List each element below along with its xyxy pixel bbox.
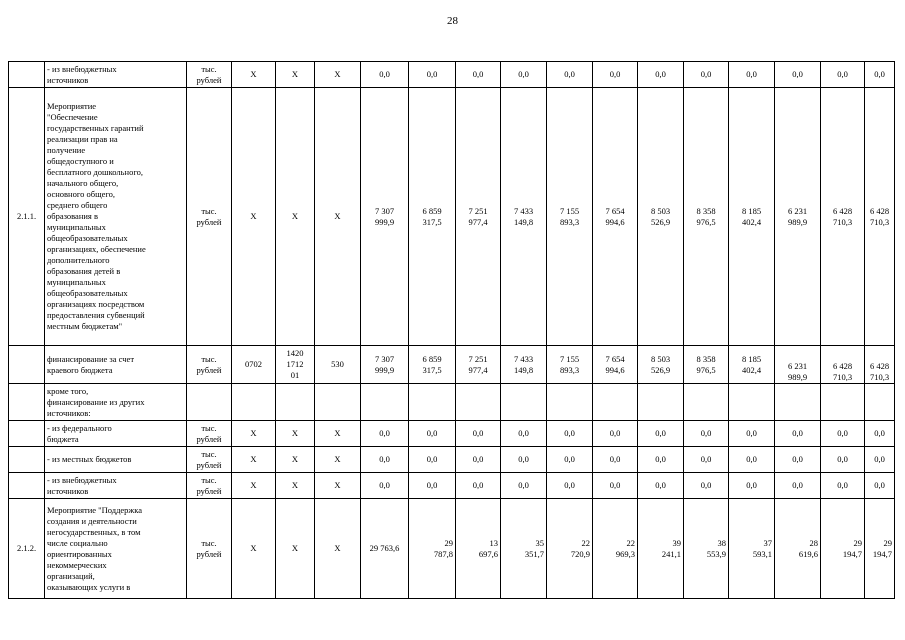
budget-code-cell: [276, 384, 315, 421]
row-name-cell: Мероприятие "Обеспечение государственных гарантий реализации прав на получение общедоступного и бесплатного дошкольного, начального общего, основного общего, среднего общего образования в муниципальных общеобразовательных организациях, обеспечение дополнительного образования детей в муниципальных общеобразовательных организациях посредством предоставления субвенций местным бюджетам": [45, 88, 187, 346]
budget-code-cell: X: [232, 62, 276, 88]
value-cell: 7 251 977,4: [456, 346, 501, 384]
budget-code-cell: X: [315, 473, 361, 499]
value-cell: 8 185 402,4: [729, 346, 775, 384]
budget-code-cell: X: [315, 88, 361, 346]
value-cell: 0,0: [409, 421, 456, 447]
page-number: 28: [447, 15, 458, 27]
value-cell: 0,0: [638, 62, 684, 88]
value-cell: 8 503 526,9: [638, 346, 684, 384]
value-cell: 0,0: [775, 62, 821, 88]
table-row: [9, 447, 895, 473]
budget-code-cell: X: [315, 421, 361, 447]
value-cell: [865, 384, 895, 421]
value-cell: 13 697,6: [456, 499, 501, 599]
value-cell: 0,0: [456, 421, 501, 447]
budget-code-cell: [315, 384, 361, 421]
budget-code-cell: X: [232, 421, 276, 447]
value-cell: 39 241,1: [638, 499, 684, 599]
row-name-cell: - из местных бюджетов: [45, 447, 187, 473]
row-number-cell: [9, 421, 45, 447]
row-name-cell: - из внебюджетных источников: [45, 473, 187, 499]
value-cell: 0,0: [865, 62, 895, 88]
value-cell: 0,0: [775, 473, 821, 499]
budget-code-cell: X: [276, 473, 315, 499]
value-cell: 0,0: [361, 421, 409, 447]
value-cell: [775, 384, 821, 421]
budget-code-cell: X: [232, 88, 276, 346]
value-cell: 0,0: [865, 473, 895, 499]
value-cell: 7 433 149,8: [501, 88, 547, 346]
table-row: [9, 473, 895, 499]
value-cell: [456, 384, 501, 421]
value-cell: 0,0: [821, 421, 865, 447]
value-cell: 7 155 893,3: [547, 88, 593, 346]
unit-cell: тыс. рублей: [187, 346, 232, 384]
value-cell: 0,0: [593, 62, 638, 88]
value-cell: 0,0: [729, 473, 775, 499]
value-cell: 28 619,6: [775, 499, 821, 599]
value-cell: 38 553,9: [684, 499, 729, 599]
budget-code-cell: [232, 384, 276, 421]
value-cell: 0,0: [501, 473, 547, 499]
unit-cell: [187, 384, 232, 421]
value-cell: 0,0: [409, 62, 456, 88]
unit-cell: тыс. рублей: [187, 88, 232, 346]
value-cell: 0,0: [547, 62, 593, 88]
value-cell: 0,0: [547, 473, 593, 499]
value-cell: 0,0: [361, 447, 409, 473]
value-cell: 37 593,1: [729, 499, 775, 599]
value-cell: 6 428 710,3: [821, 88, 865, 346]
row-number-cell: [9, 62, 45, 88]
budget-code-cell: X: [276, 421, 315, 447]
budget-code-cell: X: [232, 447, 276, 473]
value-cell: 0,0: [729, 62, 775, 88]
value-cell: 0,0: [729, 447, 775, 473]
table-row: [9, 421, 895, 447]
value-cell: 0,0: [865, 447, 895, 473]
value-cell: 0,0: [501, 447, 547, 473]
value-cell: [547, 384, 593, 421]
value-cell: 0,0: [821, 447, 865, 473]
value-cell: 0,0: [361, 473, 409, 499]
value-cell: 7 433 149,8: [501, 346, 547, 384]
budget-code-cell: X: [315, 62, 361, 88]
table-row: [9, 384, 895, 421]
value-cell: 0,0: [547, 447, 593, 473]
value-cell: 7 251 977,4: [456, 88, 501, 346]
value-cell: 8 358 976,5: [684, 88, 729, 346]
value-cell: 6 859 317,5: [409, 346, 456, 384]
unit-cell: тыс. рублей: [187, 447, 232, 473]
value-cell: 0,0: [684, 473, 729, 499]
value-cell: 35 351,7: [501, 499, 547, 599]
value-cell: 6 428 710,3: [821, 346, 865, 384]
value-cell: 0,0: [409, 447, 456, 473]
table-row: [9, 88, 895, 346]
budget-code-cell: X: [276, 62, 315, 88]
budget-table: [8, 61, 895, 599]
row-name-cell: - из федерального бюджета: [45, 421, 187, 447]
row-name-cell: - из внебюджетных источников: [45, 62, 187, 88]
row-name-cell: кроме того, финансирование из других источников:: [45, 384, 187, 421]
value-cell: [729, 384, 775, 421]
value-cell: 0,0: [456, 62, 501, 88]
value-cell: 8 503 526,9: [638, 88, 684, 346]
value-cell: 0,0: [775, 447, 821, 473]
unit-cell: тыс. рублей: [187, 421, 232, 447]
value-cell: 29 194,7: [865, 499, 895, 599]
unit-cell: тыс. рублей: [187, 62, 232, 88]
table-row: [9, 62, 895, 88]
value-cell: 0,0: [456, 473, 501, 499]
value-cell: 8 358 976,5: [684, 346, 729, 384]
value-cell: 0,0: [729, 421, 775, 447]
unit-cell: тыс. рублей: [187, 499, 232, 599]
budget-code-cell: 0702: [232, 346, 276, 384]
budget-code-cell: X: [232, 499, 276, 599]
budget-code-cell: 530: [315, 346, 361, 384]
value-cell: 7 654 994,6: [593, 88, 638, 346]
budget-code-cell: X: [276, 88, 315, 346]
value-cell: 0,0: [684, 421, 729, 447]
value-cell: 7 307 999,9: [361, 346, 409, 384]
value-cell: 0,0: [547, 421, 593, 447]
value-cell: 6 231 989,9: [775, 346, 821, 384]
value-cell: 0,0: [593, 447, 638, 473]
value-cell: 0,0: [684, 447, 729, 473]
value-cell: 8 185 402,4: [729, 88, 775, 346]
value-cell: 29 194,7: [821, 499, 865, 599]
budget-code-cell: X: [276, 447, 315, 473]
value-cell: 0,0: [638, 421, 684, 447]
row-name-cell: финансирование за счет краевого бюджета: [45, 346, 187, 384]
value-cell: 0,0: [821, 62, 865, 88]
value-cell: 0,0: [409, 473, 456, 499]
value-cell: 0,0: [361, 62, 409, 88]
value-cell: 0,0: [593, 421, 638, 447]
value-cell: [361, 384, 409, 421]
row-number-cell: [9, 384, 45, 421]
row-number-cell: [9, 447, 45, 473]
value-cell: 0,0: [865, 421, 895, 447]
value-cell: 0,0: [775, 421, 821, 447]
value-cell: 7 654 994,6: [593, 346, 638, 384]
value-cell: 6 428 710,3: [865, 346, 895, 384]
value-cell: 7 307 999,9: [361, 88, 409, 346]
value-cell: [684, 384, 729, 421]
value-cell: 7 155 893,3: [547, 346, 593, 384]
budget-code-cell: X: [276, 499, 315, 599]
value-cell: 0,0: [638, 473, 684, 499]
value-cell: 0,0: [821, 473, 865, 499]
row-name-cell: Мероприятие "Поддержка создания и деятельности негосударственных, в том числе социально ориентированных некоммерческих организаций, оказывающих услуги в: [45, 499, 187, 599]
value-cell: 22 969,3: [593, 499, 638, 599]
row-number-cell: 2.1.1.: [9, 88, 45, 346]
value-cell: [409, 384, 456, 421]
budget-code-cell: X: [315, 447, 361, 473]
value-cell: [501, 384, 547, 421]
value-cell: 6 428 710,3: [865, 88, 895, 346]
table-row: [9, 346, 895, 384]
value-cell: 22 720,9: [547, 499, 593, 599]
value-cell: 0,0: [501, 421, 547, 447]
value-cell: [638, 384, 684, 421]
budget-code-cell: X: [232, 473, 276, 499]
budget-code-cell: X: [315, 499, 361, 599]
value-cell: [593, 384, 638, 421]
row-number-cell: [9, 473, 45, 499]
value-cell: 0,0: [638, 447, 684, 473]
value-cell: 0,0: [501, 62, 547, 88]
unit-cell: тыс. рублей: [187, 473, 232, 499]
value-cell: 0,0: [456, 447, 501, 473]
value-cell: 0,0: [593, 473, 638, 499]
budget-code-cell: 1420 1712 01: [276, 346, 315, 384]
value-cell: 6 231 989,9: [775, 88, 821, 346]
value-cell: 29 763,6: [361, 499, 409, 599]
row-number-cell: [9, 346, 45, 384]
row-number-cell: 2.1.2.: [9, 499, 45, 599]
table-row: [9, 499, 895, 599]
value-cell: [821, 384, 865, 421]
value-cell: 29 787,8: [409, 499, 456, 599]
value-cell: 0,0: [684, 62, 729, 88]
value-cell: 6 859 317,5: [409, 88, 456, 346]
